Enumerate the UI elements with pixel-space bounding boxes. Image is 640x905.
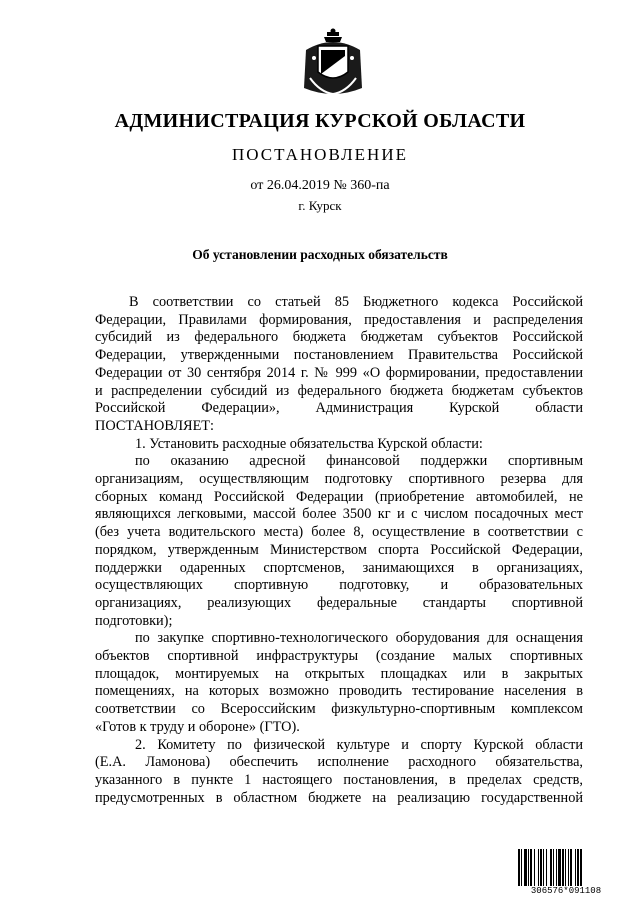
body-line: организациях, реализующих федеральные стандарты спортивной <box>95 594 583 611</box>
body-line: и распределении субсидий из федерального бюджета бюджетам субъектов <box>95 382 583 399</box>
body-line: по закупке спортивно-технологического оборудования для оснащения <box>135 630 583 647</box>
body-line: сборных команд Российской Федерации (приобретение автомобилей, не <box>95 488 583 505</box>
body-line: ПОСТАНОВЛЯЕТ: <box>95 417 215 434</box>
body-line: (без учета водительского места) более 8, осуществление в соответствии с <box>95 524 583 541</box>
body-line: Федерации от 30 сентября 2014 г. № 999 «О формировании, предоставлении <box>95 364 583 381</box>
body-line: объектов спортивной инфраструктуры (создание малых спортивных <box>95 648 583 665</box>
body-line: «Готов к труду и обороне» (ГТО). <box>95 718 300 735</box>
barcode <box>517 849 615 897</box>
body-line: 2. Комитету по физической культуре и спорту Курской области <box>135 736 583 753</box>
body-line: указанного в пункте 1 настоящего постановления, в пределах средств, <box>95 771 583 788</box>
body-line: порядком, утвержденным Министерством спорта Российской Федерации, <box>95 541 583 558</box>
organization-title: АДМИНИСТРАЦИЯ КУРСКОЙ ОБЛАСТИ <box>114 110 526 132</box>
body-line: являющихся легковыми, массой более 3500 кг и с числом посадочных мест <box>95 506 583 523</box>
barcode-icon <box>517 849 615 889</box>
date-number: от 26.04.2019 № 360-па <box>250 178 390 193</box>
city: г. Курск <box>298 198 342 213</box>
body-line: 1. Установить расходные обязательства Курской области: <box>135 435 483 452</box>
body-line: субсидий из федерального бюджета бюджетам субъектов Российской <box>95 329 583 346</box>
body-line: поддержки одаренных спортсменов, занимающихся в организациях, <box>95 559 583 576</box>
body-line: соответствии со Всероссийским физкультурно-спортивным комплексом <box>95 701 583 718</box>
body-line: В соответствии со статьей 85 Бюджетного кодекса Российской <box>129 294 583 310</box>
body-line: помещениях, на которых возможно проводить тестирование населения в <box>95 683 583 700</box>
body-line: (Е.А. Ламонова) обеспечить исполнение расходного обязательства, <box>95 754 583 771</box>
body-line: Российской Федерации», Администрация Курской области <box>95 400 583 417</box>
body-line: Федерации, Правилами формирования, предоставления и распределения <box>95 311 583 328</box>
body-line: организациям, осуществляющим подготовку спортивного резерва для <box>95 471 583 488</box>
body-line: площадок, монтируемых на открытых площадках или в закрытых <box>95 665 583 682</box>
document-type: ПОСТАНОВЛЕНИЕ <box>231 145 408 164</box>
body-line: осуществляющих спортивную подготовку, и образовательных <box>95 577 583 594</box>
body-line: по оказанию адресной финансовой поддержки спортивным <box>135 453 583 470</box>
body-line: Федерации, утвержденными постановлением Правительства Российской <box>95 347 583 364</box>
body-line: предусмотренных в областном бюджете на реализацию государственной <box>95 789 583 806</box>
barcode-number: 306576*091108 <box>517 886 615 896</box>
coat-of-arms-icon <box>300 28 366 98</box>
document-body <box>95 294 583 807</box>
document-title: Об установлении расходных обязательств <box>192 247 448 262</box>
body-line: подготовки); <box>95 612 173 629</box>
